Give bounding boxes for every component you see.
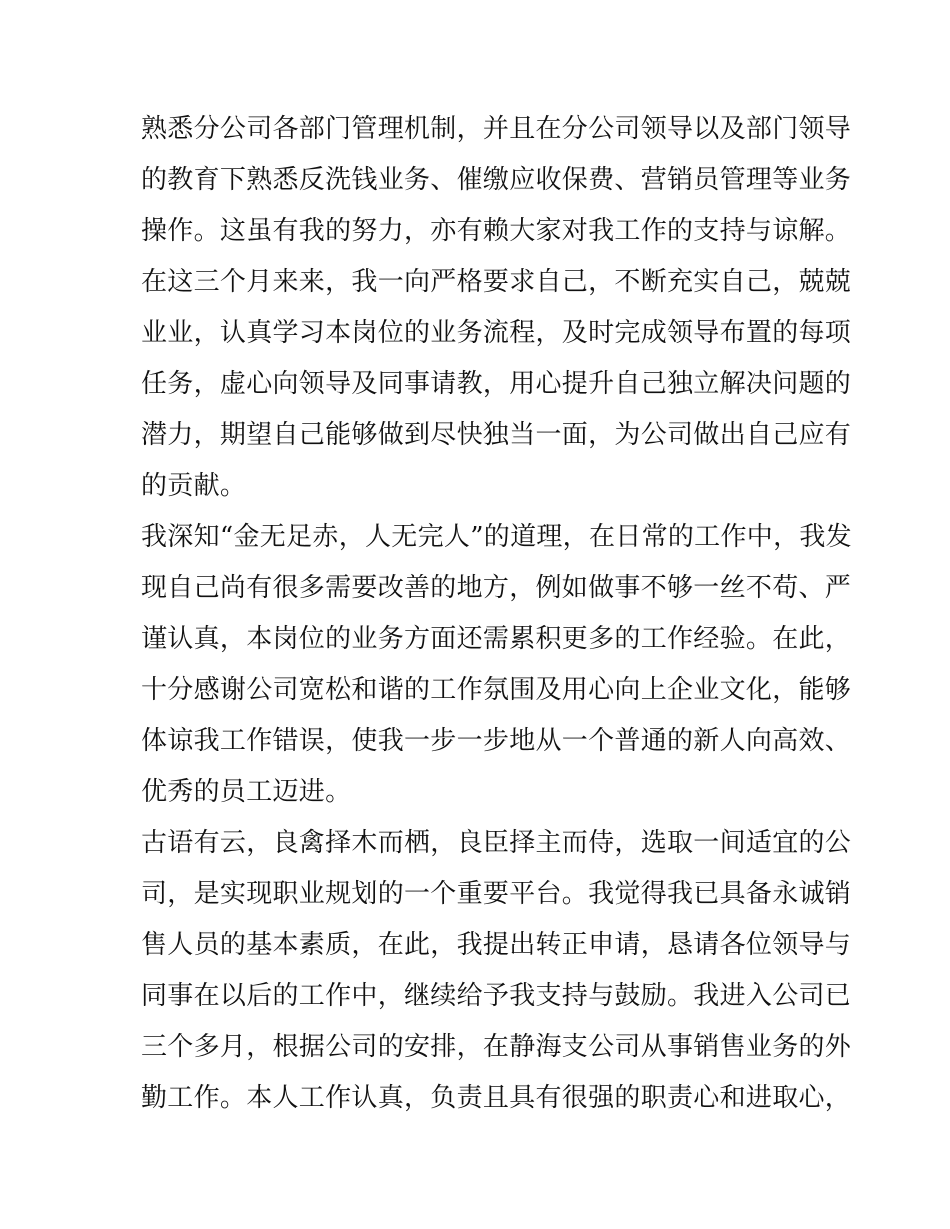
text-line: 售人员的基本素质，在此，我提出转正申请，恳请各位领导与 <box>141 930 852 960</box>
text-line: 的教育下熟悉反洗钱业务、催缴应收保费、营销员管理等业务 <box>141 165 852 195</box>
text-line: 熟悉分公司各部门管理机制，并且在分公司领导以及部门领导 <box>141 114 852 144</box>
text-line: 勤工作。本人工作认真，负责且具有很强的职责心和进取心， <box>141 1083 852 1113</box>
text-line: 优秀的员工迈进。 <box>141 777 352 807</box>
text-line: 十分感谢公司宽松和谐的工作氛围及用心向上企业文化，能够 <box>141 675 852 705</box>
text-line: 古语有云，良禽择木而栖，良臣择主而侍，选取一间适宜的公 <box>141 828 852 858</box>
text-line: 潜力，期望自己能够做到尽快独当一面，为公司做出自己应有 <box>141 420 852 450</box>
text-line: 的贡献。 <box>141 471 247 501</box>
text-line: 现自己尚有很多需要改善的地方，例如做事不够一丝不苟、严 <box>141 573 852 603</box>
text-line: 司，是实现职业规划的一个重要平台。我觉得我已具备永诚销 <box>141 879 852 909</box>
text-line: 操作。这虽有我的努力，亦有赖大家对我工作的支持与谅解。 <box>141 216 852 246</box>
text-line: 在这三个月来来，我一向严格要求自己，不断充实自己，兢兢 <box>141 267 852 297</box>
document-body <box>141 104 852 1124</box>
text-line: 三个多月，根据公司的安排，在静海支公司从事销售业务的外 <box>141 1032 852 1062</box>
text-line: 谨认真，本岗位的业务方面还需累积更多的工作经验。在此， <box>141 624 852 654</box>
text-line: 我深知“金无足赤，人无完人”的道理，在日常的工作中，我发 <box>141 522 852 552</box>
text-line: 业业，认真学习本岗位的业务流程，及时完成领导布置的每项 <box>141 318 852 348</box>
text-line: 任务，虚心向领导及同事请教，用心提升自己独立解决问题的 <box>141 369 852 399</box>
text-line: 同事在以后的工作中，继续给予我支持与鼓励。我进入公司已 <box>141 981 852 1011</box>
text-line: 体谅我工作错误，使我一步一步地从一个普通的新人向高效、 <box>141 726 852 756</box>
